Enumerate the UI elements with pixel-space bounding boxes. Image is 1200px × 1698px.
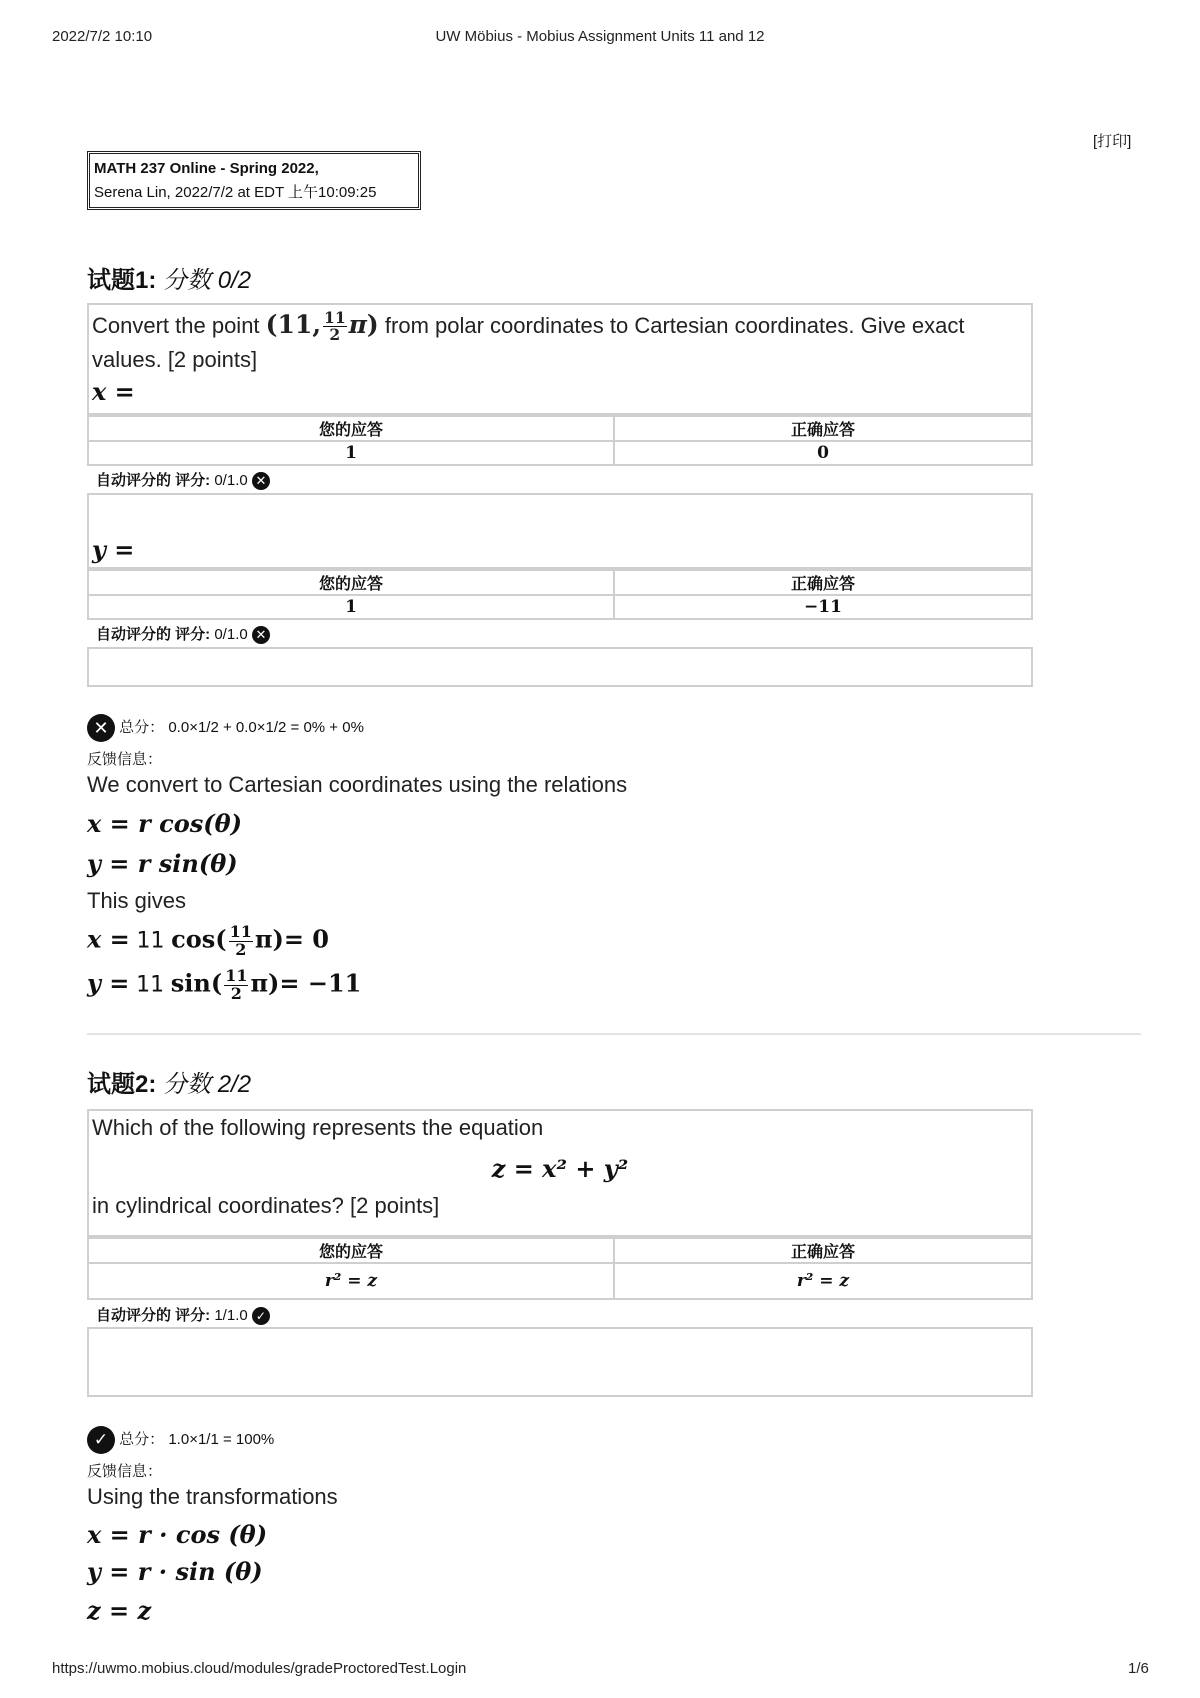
question-1-total: ✕ 总分： 0.0×1/2 + 0.0×1/2 = 0% + 0%: [87, 714, 364, 742]
feedback-y-result: y = 11 sin( $\frac{11}{2}$ π)= −11: [87, 966, 362, 1003]
col-your-answer: 您的应答: [88, 1238, 614, 1263]
feedback-eq-x: x = r cos(θ): [87, 809, 242, 838]
question-1-label: 试题1: [87, 267, 149, 294]
question-1-prompt: Convert the point (11, $\frac{11}{2}$ π) from polar coordinates to Cartesian coordinates. Give exact values. [2 points] x =: [87, 303, 1033, 415]
student-timestamp: Serena Lin, 2022/7/2 at EDT 上午10:09:25: [94, 184, 377, 201]
col-correct-answer: 正确应答: [614, 416, 1032, 441]
your-answer-q2: r² = z: [88, 1263, 614, 1299]
correct-icon: ✓: [87, 1426, 115, 1454]
print-link[interactable]: [打印]: [1093, 133, 1132, 150]
col-your-answer: 您的应答: [88, 570, 614, 595]
correct-answer-y: −11: [614, 595, 1032, 619]
print-title: UW Möbius - Mobius Assignment Units 11 and 12: [435, 28, 765, 45]
page-number: 1/6: [1128, 1660, 1149, 1677]
incorrect-icon: ✕: [252, 626, 270, 644]
grade-x: 自动评分的 评分: 0/1.0 ✕: [96, 469, 270, 490]
feedback-eq-z: z = z: [87, 1596, 152, 1625]
question-2-heading: 试题2: 分数 2/2: [87, 1071, 252, 1098]
equation-display: z = x² + y²: [491, 1154, 629, 1183]
y-part-box: [87, 493, 1033, 569]
question-1-heading: 试题1: 分数 0/2: [87, 267, 252, 294]
correct-icon: ✓: [252, 1307, 270, 1325]
col-your-answer: 您的应答: [88, 416, 614, 441]
blank-box: [87, 647, 1033, 687]
y-label: y =: [92, 535, 135, 564]
print-url: https://uwmo.mobius.cloud/modules/gradeProctoredTest.Login: [52, 1660, 467, 1677]
col-correct-answer: 正确应答: [614, 1238, 1032, 1263]
feedback-eq-x: x = r · cos (θ): [87, 1520, 268, 1549]
answer-table-y: [87, 569, 1033, 620]
correct-answer-q2: r² = z: [614, 1263, 1032, 1299]
course-title: MATH 237 Online - Spring 2022,: [94, 160, 319, 177]
feedback-label: 反馈信息：: [87, 1463, 163, 1480]
feedback-intro: Using the transformations: [87, 1484, 338, 1509]
feedback-x-result: x = 11 cos( $\frac{11}{2}$ π)= 0: [87, 922, 329, 959]
x-label: x =: [92, 377, 135, 407]
your-answer-x: 1: [88, 441, 614, 465]
your-answer-y: 1: [88, 595, 614, 619]
question-1-score: 分数 0/2: [163, 267, 252, 294]
question-divider: [87, 1033, 1141, 1035]
grade-q2: 自动评分的 评分: 1/1.0 ✓: [96, 1304, 270, 1325]
correct-answer-x: 0: [614, 441, 1032, 465]
blank-box: [87, 1327, 1033, 1397]
feedback-label: 反馈信息：: [87, 751, 163, 768]
course-info-box: [87, 151, 421, 210]
answer-table-x: [87, 415, 1033, 466]
feedback-gives: This gives: [87, 888, 187, 913]
question-2-label: 试题2: [87, 1071, 149, 1098]
question-2-prompt: Which of the following represents the equation z = x² + y² in cylindrical coordinates? [2 points]: [87, 1109, 1033, 1237]
grade-y: 自动评分的 评分: 0/1.0 ✕: [96, 623, 270, 644]
incorrect-icon: ✕: [252, 472, 270, 490]
question-2-total: ✓ 总分： 1.0×1/1 = 100%: [87, 1426, 274, 1454]
polar-point: (11, $\frac{11}{2}$ π): [265, 307, 379, 344]
question-2-score: 分数 2/2: [163, 1071, 252, 1098]
print-date: 2022/7/2 10:10: [52, 28, 153, 45]
col-correct-answer: 正确应答: [614, 570, 1032, 595]
incorrect-icon: ✕: [87, 714, 115, 742]
answer-table-q2: [87, 1237, 1033, 1300]
feedback-eq-y: y = r sin(θ): [87, 849, 238, 878]
feedback-intro: We convert to Cartesian coordinates using the relations: [87, 772, 628, 797]
feedback-eq-y: y = r · sin (θ): [87, 1557, 263, 1586]
